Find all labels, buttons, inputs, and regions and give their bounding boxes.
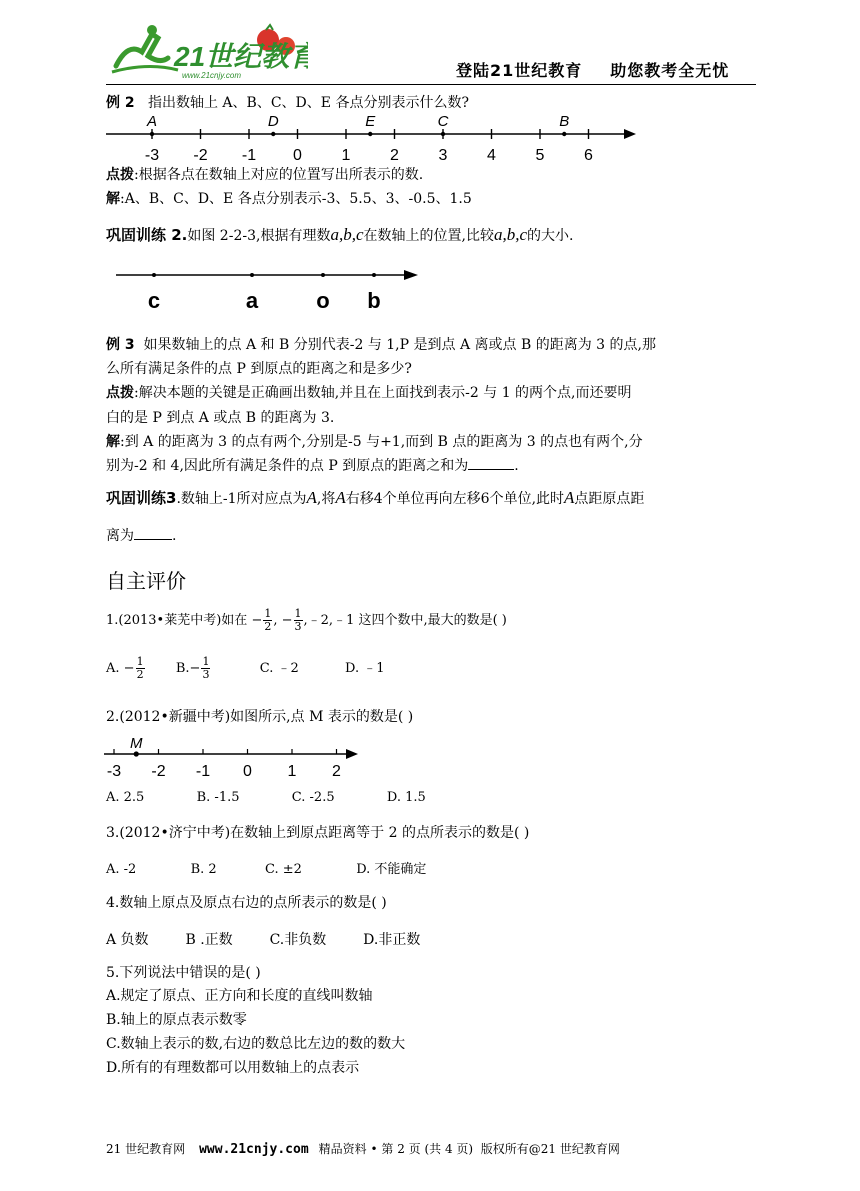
drill3-end: .	[172, 528, 177, 544]
drill2-text-a: 如图 2-2-3,根据有理数	[187, 228, 331, 244]
example2-text: 指出数轴上 A、B、C、D、E 各点分别表示什么数?	[147, 95, 469, 111]
frac-num: 1	[202, 655, 210, 668]
logo-graphic	[108, 22, 308, 82]
drill2-vars-2: a,b,c	[493, 225, 527, 244]
drill3-text-d: 点距原点距	[574, 491, 645, 507]
point-label: b	[367, 288, 381, 313]
drill3-label: 巩固训练3	[106, 489, 177, 507]
q1-option-d[interactable]: D. ﹣1	[345, 661, 385, 676]
q1-option-a[interactable]: A.	[106, 661, 120, 676]
q4-text: 4.数轴上原点及原点右边的点所表示的数是( )	[106, 895, 387, 911]
q5-option-a[interactable]: A.规定了原点、正方向和长度的直线叫数轴	[106, 988, 373, 1004]
drill3-text-c: 右移4个单位再向左移6个单位,此时	[345, 491, 565, 507]
drill3-line2	[106, 525, 176, 545]
point-label: o	[316, 288, 330, 313]
q3-option-d[interactable]: D. 不能确定	[356, 862, 427, 877]
header-rule	[106, 84, 756, 85]
logo-text: 21世纪教育	[174, 41, 308, 72]
example2-answer	[106, 188, 472, 208]
frac-den: 3	[294, 620, 302, 633]
q3-option-c[interactable]: C. ±2	[264, 862, 302, 877]
q1-options	[106, 656, 385, 681]
point-m-dot	[134, 751, 139, 756]
q1-prefix: 1.(2013•莱芜中考)如在	[106, 613, 248, 628]
example2-label: 例 2	[106, 95, 135, 111]
point-dot	[372, 273, 376, 277]
tick-label: 3	[438, 147, 448, 164]
hint-text: :解决本题的关键是正确画出数轴,并且在上面找到表示-2 与 1 的两个点,而还要明	[134, 385, 632, 401]
q5-option-b[interactable]: B.轴上的原点表示数零	[106, 1012, 247, 1028]
answer-end: .	[514, 458, 519, 474]
drill2-label: 巩固训练 2.	[106, 226, 188, 244]
example3-answer2	[106, 455, 519, 475]
frac-den: 3	[202, 668, 210, 681]
example2-number-line	[100, 110, 640, 166]
tick-label: 4	[487, 147, 496, 164]
q1-suffix: ,﹣2,﹣1 这四个数中,最大的数是( )	[303, 613, 507, 628]
point-dot	[321, 273, 325, 277]
drill3-var: A	[306, 488, 317, 507]
point-dot	[271, 132, 275, 136]
footer	[106, 1140, 620, 1157]
point-label: B	[559, 113, 570, 130]
drill2-number-line	[112, 262, 432, 314]
hint-label: 点拨	[106, 167, 134, 183]
tick-label: -3	[144, 147, 160, 164]
drill3-line2-text: 离为	[106, 528, 134, 544]
point-label: a	[245, 288, 259, 313]
frac-num: 1	[136, 655, 144, 668]
q2-text: 2.(2012•新疆中考)如图所示,点 M 表示的数是( )	[106, 709, 414, 725]
tick-label: 1	[287, 763, 297, 780]
logo	[108, 22, 308, 82]
point-label: C	[437, 113, 449, 130]
example3-q2: 么所有满足条件的点 P 到原点的距离之和是多少?	[106, 361, 412, 377]
hint-label: 点拨	[106, 385, 134, 401]
tick-label: 1	[341, 147, 351, 164]
drill2-text-b: 在数轴上的位置,比较	[363, 228, 494, 244]
q3-options	[106, 858, 426, 877]
q1-opt-b-sign: −	[189, 661, 201, 676]
tick-label: 0	[293, 147, 302, 164]
q4-options	[106, 929, 420, 949]
frac-den: 2	[136, 668, 144, 681]
point-dot	[562, 132, 566, 136]
answer-text: :A、B、C、D、E 各点分别表示-3、5.5、3、-0.5、1.5	[120, 191, 472, 207]
q1-option-c[interactable]: C. ﹣2	[259, 661, 299, 676]
answer-text: :到 A 的距离为 3 的点有两个,分别是-5 与+1,而到 B 点的距离为 3 的点也有两个,分	[120, 434, 643, 450]
q2-option-c[interactable]: C. -2.5	[291, 790, 335, 805]
q4-option-c[interactable]: C.非负数	[269, 932, 327, 948]
q5-text: 5.下列说法中错误的是( )	[106, 965, 261, 981]
footer-left: 21 世纪教育网	[106, 1142, 186, 1156]
logo-url: www.21cnjy.com	[182, 71, 241, 80]
drill2-vars: a,b,c	[330, 225, 364, 244]
example2-hint	[106, 164, 423, 184]
drill2-text-c: 的大小.	[527, 228, 574, 244]
q2-option-d[interactable]: D. 1.5	[386, 790, 426, 805]
q3-option-a[interactable]: A. -2	[106, 862, 137, 877]
q1-opt-b-frac	[201, 656, 210, 681]
drill3-var-3: A	[564, 488, 575, 507]
q5-option-c[interactable]: C.数轴上表示的数,右边的数总比左边的数的数大	[106, 1036, 406, 1052]
tick-label: 2	[332, 763, 341, 780]
q4-option-d[interactable]: D.非正数	[363, 932, 421, 948]
q1-frac2-sign: −	[281, 613, 293, 628]
point-dot	[250, 273, 254, 277]
tick-label: 6	[584, 147, 593, 164]
tick-label: 2	[390, 147, 399, 164]
q1-text: 1.(2013•莱芜中考)如在 − $\frac{1}{2}$ , − $\frac{1}{3}$ ,﹣2,﹣1 这四个数中,最大的数是( )	[106, 607, 507, 633]
q1-opt-a-frac	[136, 656, 145, 681]
answer-label: 解	[106, 191, 120, 207]
footer-copyright: 版权所有@21 世纪教育网	[480, 1142, 620, 1156]
frac-num: 1	[294, 607, 302, 620]
section-title: 自主评价	[106, 569, 186, 593]
example3-answer1	[106, 431, 643, 451]
point-label: c	[147, 288, 161, 313]
q1-frac1-sign: −	[251, 613, 263, 628]
q1-option-b[interactable]: B.	[175, 661, 190, 676]
example3-hint1	[106, 382, 632, 402]
q4-option-b[interactable]: B .正数	[185, 932, 233, 948]
point-label: D	[267, 113, 279, 130]
slogan-right: 助您教考全无忧	[610, 61, 730, 80]
footer-page-info: 精品资料 • 第 2 页 (共 4 页)	[318, 1142, 474, 1156]
tick-label: -1	[195, 763, 211, 780]
drill3-blank[interactable]	[134, 539, 172, 540]
q3-text: 3.(2012•济宁中考)在数轴上到原点距离等于 2 的点所表示的数是( )	[106, 825, 530, 841]
drill3-text-a: .数轴上-1所对应点为	[176, 491, 307, 507]
drill3-var-2: A	[335, 488, 346, 507]
q1-frac2	[294, 608, 303, 633]
example3-label: 例 3	[106, 337, 135, 353]
point-label: A	[146, 113, 158, 130]
tick-label: -2	[151, 763, 166, 780]
hint-text: :根据各点在数轴上对应的位置写出所表示的数.	[134, 167, 424, 183]
q1-opt-a-sign: −	[123, 661, 135, 676]
drill3-line1	[106, 487, 644, 508]
q5-option-d[interactable]: D.所有的有理数都可以用数轴上的点表示	[106, 1060, 360, 1076]
header-slogan	[456, 58, 729, 81]
frac-den: 2	[264, 620, 272, 633]
tick-label: -1	[241, 147, 257, 164]
q1-frac1	[263, 608, 272, 633]
example3-q1-text: 如果数轴上的点 A 和 B 分别代表-2 与 1,P 是到点 A 离或点 B 的距离为 3 的点,那	[143, 337, 656, 353]
answer-text-2: 别为-2 和 4,因此所有满足条件的点 P 到原点的距离之和为	[106, 458, 469, 474]
drill3-text-b: ,将	[316, 491, 336, 507]
answer-blank[interactable]	[468, 469, 514, 470]
example3-hint2: 白的是 P 到点 A 或点 B 的距离为 3.	[106, 410, 335, 426]
footer-site-link[interactable]: www.21cnjy.com	[199, 1142, 309, 1157]
q2-number-line	[100, 736, 370, 780]
tick-label: 0	[243, 763, 252, 780]
point-dot	[368, 132, 372, 136]
point-label: E	[365, 113, 376, 130]
frac-num: 1	[264, 607, 272, 620]
q4-option-a[interactable]: A 负数	[106, 932, 149, 948]
tick-label: 5	[535, 147, 545, 164]
slogan-left: 登陆21世纪教育	[456, 61, 583, 80]
point-m-label: M	[130, 736, 143, 752]
example2-question	[106, 92, 469, 112]
tick-label: -2	[193, 147, 208, 164]
q3-option-b[interactable]: B. 2	[190, 862, 217, 877]
tick-label: -3	[106, 763, 122, 780]
drill2-question	[106, 224, 573, 245]
example3-q1	[106, 334, 656, 354]
q2-option-a[interactable]: A. 2.5	[106, 790, 145, 805]
point-dot	[150, 132, 154, 136]
q2-options	[106, 790, 426, 805]
answer-label: 解	[106, 434, 120, 450]
point-dot	[441, 132, 445, 136]
point-dot	[152, 273, 156, 277]
q2-option-b[interactable]: B. -1.5	[196, 790, 240, 805]
